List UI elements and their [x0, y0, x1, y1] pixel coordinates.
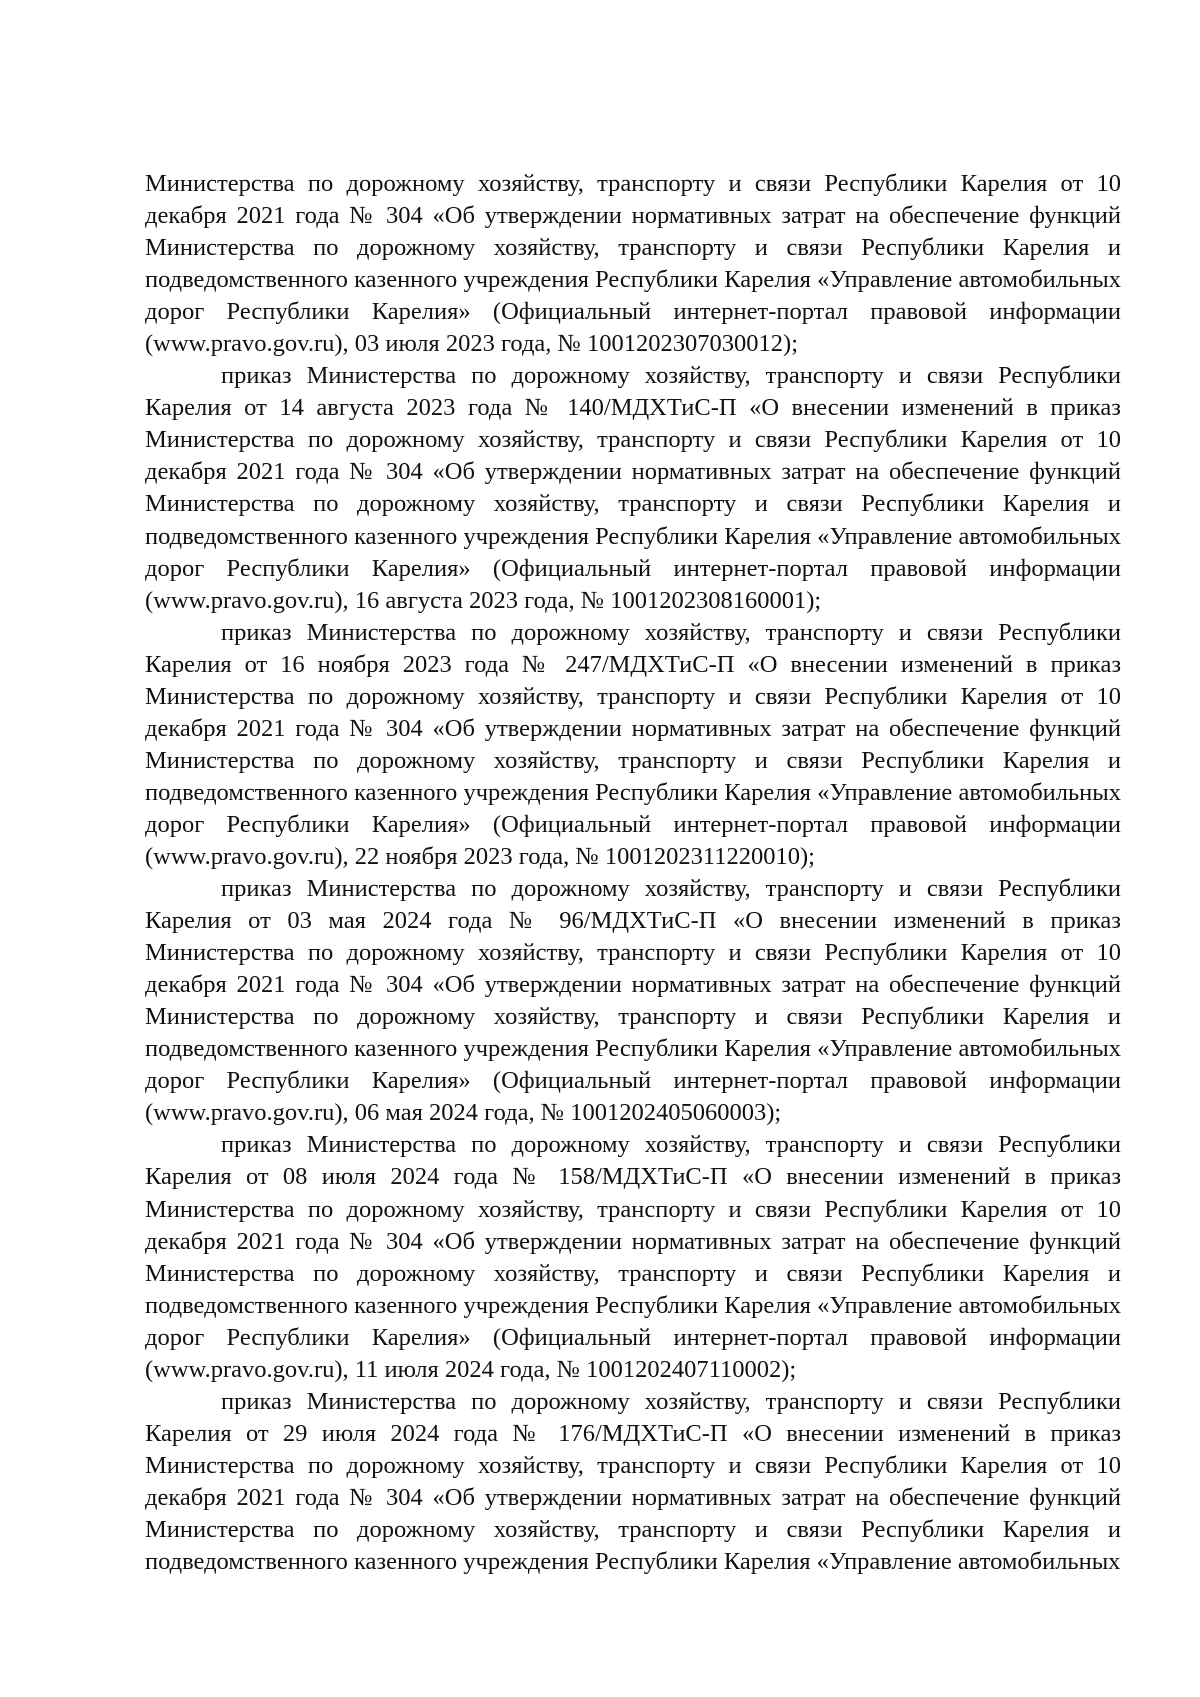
document-body — [145, 168, 1121, 1578]
paragraph-continuation: Министерства по дорожному хозяйству, транспорту и связи Республики Карелия от 10 декабря 2021 года № 304 «Об утверждении нормативных затрат на обеспечение функций Министерства по дорожному хозяйству, транспорту и связи Республики Карелия и подведомственного казенного учреждения Республики Карелия «Управление автомобильных дорог Республики Карелия» (Официальный интернет-портал правовой информации (www.pravo.gov.ru), 03 июля 2023 года, № 1001202307030012); — [145, 170, 1121, 358]
paragraph-order-96: приказ Министерства по дорожному хозяйству, транспорту и связи Республики Карелия от 03 мая 2024 года № 96/МДХТиС-П «О внесении изменений в приказ Министерства по дорожному хозяйству, транспорту и связи Республики Карелия от 10 декабря 2021 года № 304 «Об утверждении нормативных затрат на обеспечение функций Министерства по дорожному хозяйству, транспорту и связи Республики Карелия и подведомственного казенного учреждения Республики Карелия «Управление автомобильных дорог Республики Карелия» (Официальный интернет-портал правовой информации (www.pravo.gov.ru), 06 мая 2024 года, № 1001202405060003); — [145, 875, 1121, 1127]
paragraph-order-158: приказ Министерства по дорожному хозяйству, транспорту и связи Республики Карелия от 08 июля 2024 года № 158/МДХТиС-П «О внесении изменений в приказ Министерства по дорожному хозяйству, транспорту и связи Республики Карелия от 10 декабря 2021 года № 304 «Об утверждении нормативных затрат на обеспечение функций Министерства по дорожному хозяйству, транспорту и связи Республики Карелия и подведомственного казенного учреждения Республики Карелия «Управление автомобильных дорог Республики Карелия» (Официальный интернет-портал правовой информации (www.pravo.gov.ru), 11 июля 2024 года, № 1001202407110002); — [145, 1131, 1121, 1383]
paragraph-order-176: приказ Министерства по дорожному хозяйству, транспорту и связи Республики Карелия от 29 июля 2024 года № 176/МДХТиС-П «О внесении изменений в приказ Министерства по дорожному хозяйству, транспорту и связи Республики Карелия от 10 декабря 2021 года № 304 «Об утверждении нормативных затрат на обеспечение функций Министерства по дорожному хозяйству, транспорту и связи Республики Карелия и подведомственного казенного учреждения Республики Карелия «Управление автомобильных — [145, 1387, 1121, 1576]
paragraph-order-140: приказ Министерства по дорожному хозяйству, транспорту и связи Республики Карелия от 14 августа 2023 года № 140/МДХТиС-П «О внесении изменений в приказ Министерства по дорожному хозяйству, транспорту и связи Республики Карелия от 10 декабря 2021 года № 304 «Об утверждении нормативных затрат на обеспечение функций Министерства по дорожному хозяйству, транспорту и связи Республики Карелия и подведомственного казенного учреждения Республики Карелия «Управление автомобильных дорог Республики Карелия» (Официальный интернет-портал правовой информации (www.pravo.gov.ru), 16 августа 2023 года, № 1001202308160001); — [145, 362, 1121, 614]
paragraph-order-247: приказ Министерства по дорожному хозяйству, транспорту и связи Республики Карелия от 16 ноября 2023 года № 247/МДХТиС-П «О внесении изменений в приказ Министерства по дорожному хозяйству, транспорту и связи Республики Карелия от 10 декабря 2021 года № 304 «Об утверждении нормативных затрат на обеспечение функций Министерства по дорожному хозяйству, транспорту и связи Республики Карелия и подведомственного казенного учреждения Республики Карелия «Управление автомобильных дорог Республики Карелия» (Официальный интернет-портал правовой информации (www.pravo.gov.ru), 22 ноября 2023 года, № 1001202311220010); — [145, 618, 1121, 870]
